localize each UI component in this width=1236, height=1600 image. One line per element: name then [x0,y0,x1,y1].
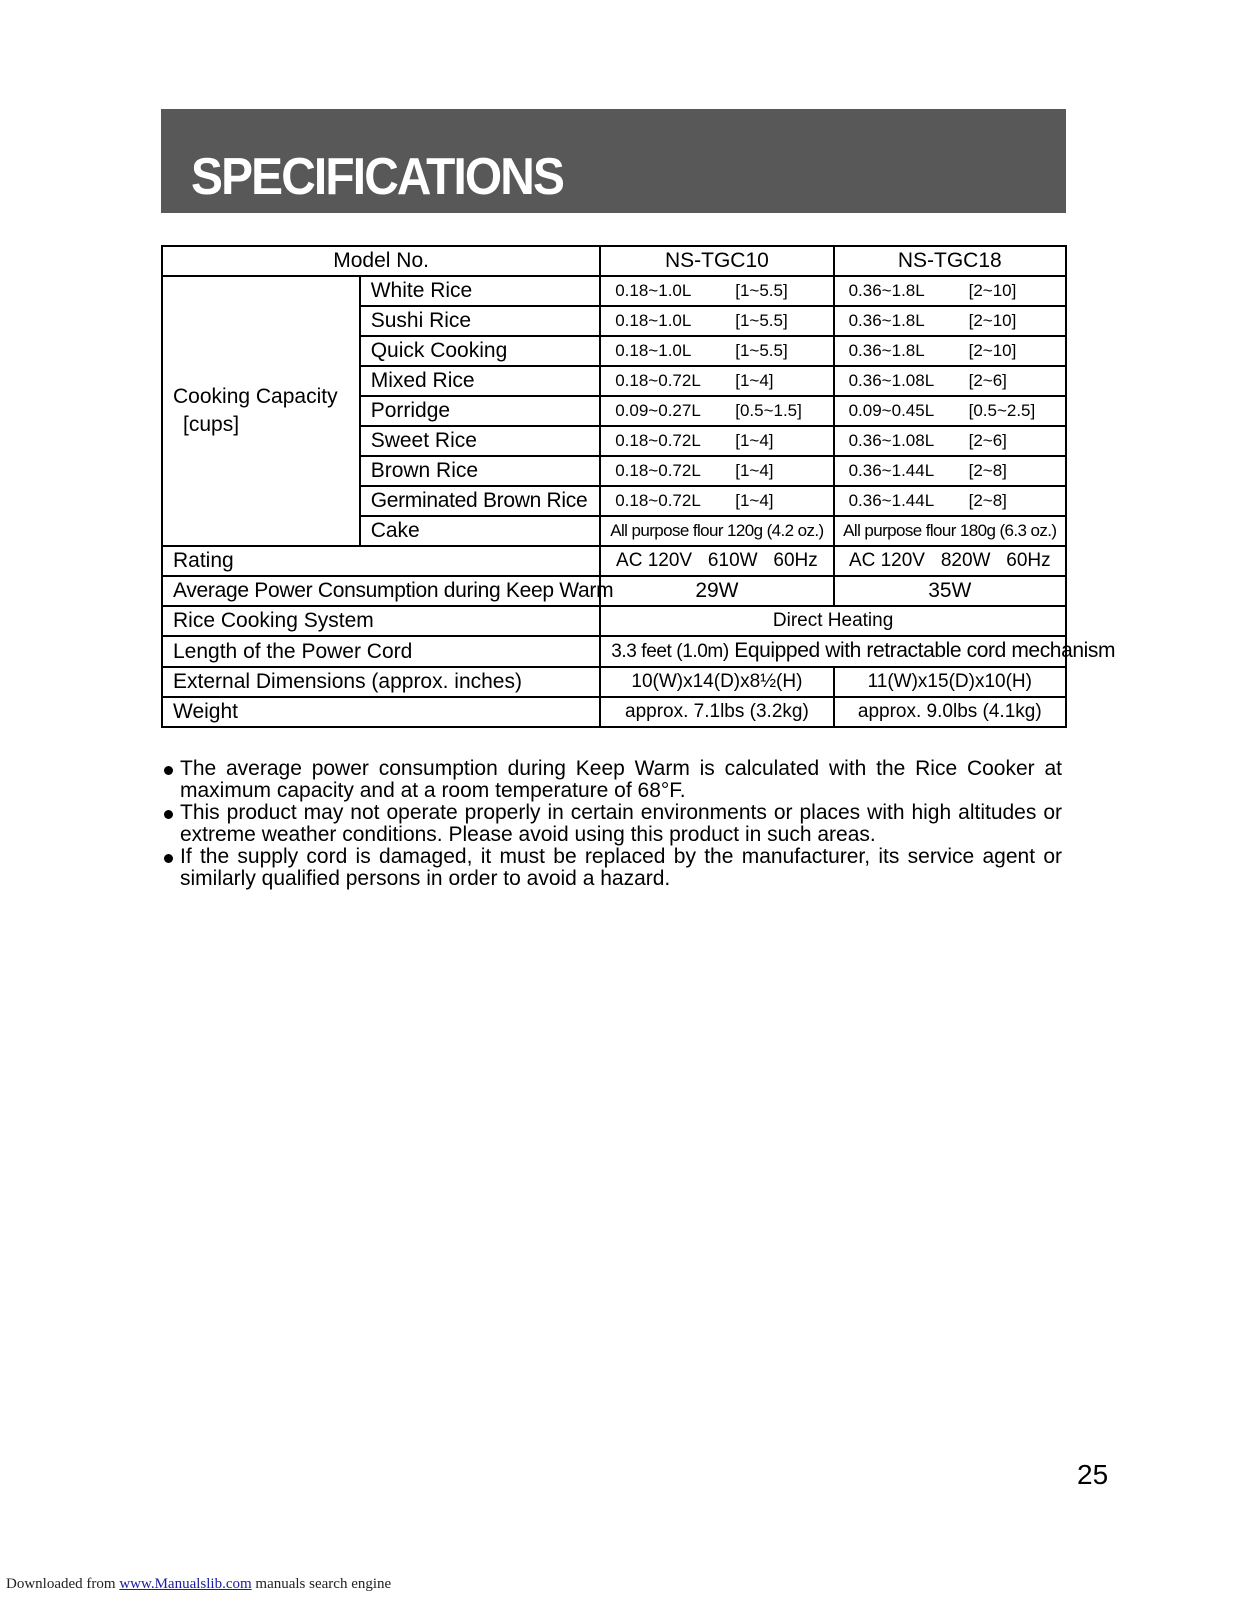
menu-quick-cooking: Quick Cooking [360,336,601,366]
cooking-system-label: Rice Cooking System [162,606,600,636]
cups: [2~10] [968,341,1017,360]
note-text: This product may not operate properly in certain environments or places with high altitudes or extreme weather conditions. Please avoid using this product in such areas. [180,801,1062,846]
cooking-system-value: Direct Heating [600,606,1066,636]
power-cord-note: Equipped with retractable cord mechanism [734,639,1116,662]
amount: 0.36~1.8L [848,281,925,300]
ns-tgc18-value [834,456,1066,486]
amount: 0.36~1.44L [848,491,935,510]
amount: 0.36~1.08L [848,371,935,390]
menu-sushi-rice: Sushi Rice [360,306,601,336]
amount: 0.18~0.72L [615,371,701,390]
menu-mixed-rice: Mixed Rice [360,366,601,396]
power-cord-label: Length of the Power Cord [162,636,600,667]
note-item [162,758,1062,802]
menu-white-rice: White Rice [360,276,601,306]
cups: [2~8] [968,491,1007,510]
cups: [2~10] [968,281,1017,300]
cooking-capacity-unit: [cups] [183,413,240,436]
note-item [162,846,1062,890]
ns-tgc18-value [834,306,1066,336]
amount: 0.09~0.27L [615,401,701,420]
amount: 0.18~0.72L [615,461,701,480]
ns-tgc10-value [600,426,833,456]
manualslib-link[interactable]: www.Manualslib.com [119,1576,252,1592]
ns-tgc10-value [600,366,833,396]
ns-tgc18-weight: approx. 9.0lbs (4.1kg) [834,697,1066,727]
model-ns-tgc18: NS-TGC18 [834,246,1066,276]
ns-tgc18-keep-warm: 35W [834,576,1066,606]
ns-tgc18-cake: All purpose flour 180g (6.3 oz.) [834,516,1066,546]
ns-tgc18-value [834,426,1066,456]
ns-tgc18-value [834,276,1066,306]
footer-suffix: manuals search engine [251,1576,392,1592]
amount: 0.18~1.0L [615,281,692,300]
cups: [2~6] [968,431,1007,450]
note-text: The average power consumption during Keep Warm is calculated with the Rice Cooker at maximum capacity and at a room temperature of 68°F. [180,757,1062,802]
amount: 0.18~1.0L [615,311,692,330]
cups: [1~5.5] [735,311,788,330]
ns-tgc10-rating: AC 120V 610W 60Hz [600,546,833,576]
amount: 0.09~0.45L [848,401,935,420]
cups: [1~5.5] [735,281,788,300]
note-item [162,802,1062,846]
menu-porridge: Porridge [360,396,601,426]
menu-cake: Cake [360,516,601,546]
cups: [0.5~1.5] [735,401,802,420]
ns-tgc10-cake: All purpose flour 120g (4.2 oz.) [600,516,833,546]
table-row [162,636,1066,667]
amount: 0.36~1.44L [848,461,935,480]
table-row [162,546,1066,576]
menu-sweet-rice: Sweet Rice [360,426,601,456]
cups: [1~4] [735,431,774,450]
cups: [2~8] [968,461,1007,480]
note-text: If the supply cord is damaged, it must be replaced by the manufacturer, its service agent or similarly qualified persons in order to avoid a hazard. [180,845,1062,890]
ns-tgc18-dimensions: 11(W)x15(D)x10(H) [834,667,1066,697]
ns-tgc10-value [600,276,833,306]
ns-tgc18-value [834,486,1066,516]
ns-tgc18-value [834,366,1066,396]
menu-brown-rice: Brown Rice [360,456,601,486]
ns-tgc18-value [834,336,1066,366]
ns-tgc10-value [600,486,833,516]
cooking-capacity-title: Cooking Capacity [173,385,338,408]
ns-tgc18-value [834,396,1066,426]
ns-tgc10-value [600,456,833,486]
table-row [162,606,1066,636]
ns-tgc10-value [600,396,833,426]
amount: 0.18~1.0L [615,341,692,360]
cups: [2~6] [968,371,1007,390]
cups: [0.5~2.5] [968,401,1036,420]
table-row [162,576,1066,606]
ns-tgc18-rating: AC 120V 820W 60Hz [834,546,1066,576]
bullet-icon [164,810,173,819]
dimensions-label: External Dimensions (approx. inches) [162,667,600,697]
amount: 0.18~0.72L [615,431,701,450]
rating-label: Rating [162,546,600,576]
model-label: Model No. [162,246,600,276]
bullet-icon [164,766,173,775]
ns-tgc10-value [600,306,833,336]
download-footer [6,1576,391,1593]
cups: [1~4] [735,461,774,480]
page-number: 25 [1077,1459,1109,1490]
notes-list [162,758,1062,890]
model-ns-tgc10: NS-TGC10 [600,246,833,276]
amount: 0.18~0.72L [615,491,701,510]
cups: [1~4] [735,491,774,510]
cups: [2~10] [968,311,1017,330]
table-row [162,667,1066,697]
page-title: SPECIFICATIONS [191,148,564,206]
power-cord-length: 3.3 feet (1.0m) [611,641,729,662]
amount: 0.36~1.8L [848,311,925,330]
ns-tgc10-keep-warm: 29W [600,576,833,606]
power-cord-value [600,636,1116,667]
table-header-row [162,246,1066,276]
keep-warm-label: Average Power Consumption during Keep Warm [162,576,600,606]
amount: 0.36~1.08L [848,431,935,450]
amount: 0.36~1.8L [848,341,925,360]
cups: [1~4] [735,371,774,390]
table-row [162,276,1066,306]
cups: [1~5.5] [735,341,788,360]
cooking-capacity-label [162,276,360,546]
menu-germinated-brown-rice: Germinated Brown Rice [360,486,601,516]
ns-tgc10-value [600,336,833,366]
ns-tgc10-dimensions: 10(W)x14(D)x8½(H) [600,667,833,697]
specifications-table [161,245,1116,728]
bullet-icon [164,854,173,863]
header-bar [161,109,1066,213]
table-row [162,697,1066,727]
weight-label: Weight [162,697,600,727]
footer-prefix: Downloaded from [6,1576,120,1592]
ns-tgc10-weight: approx. 7.1lbs (3.2kg) [600,697,833,727]
